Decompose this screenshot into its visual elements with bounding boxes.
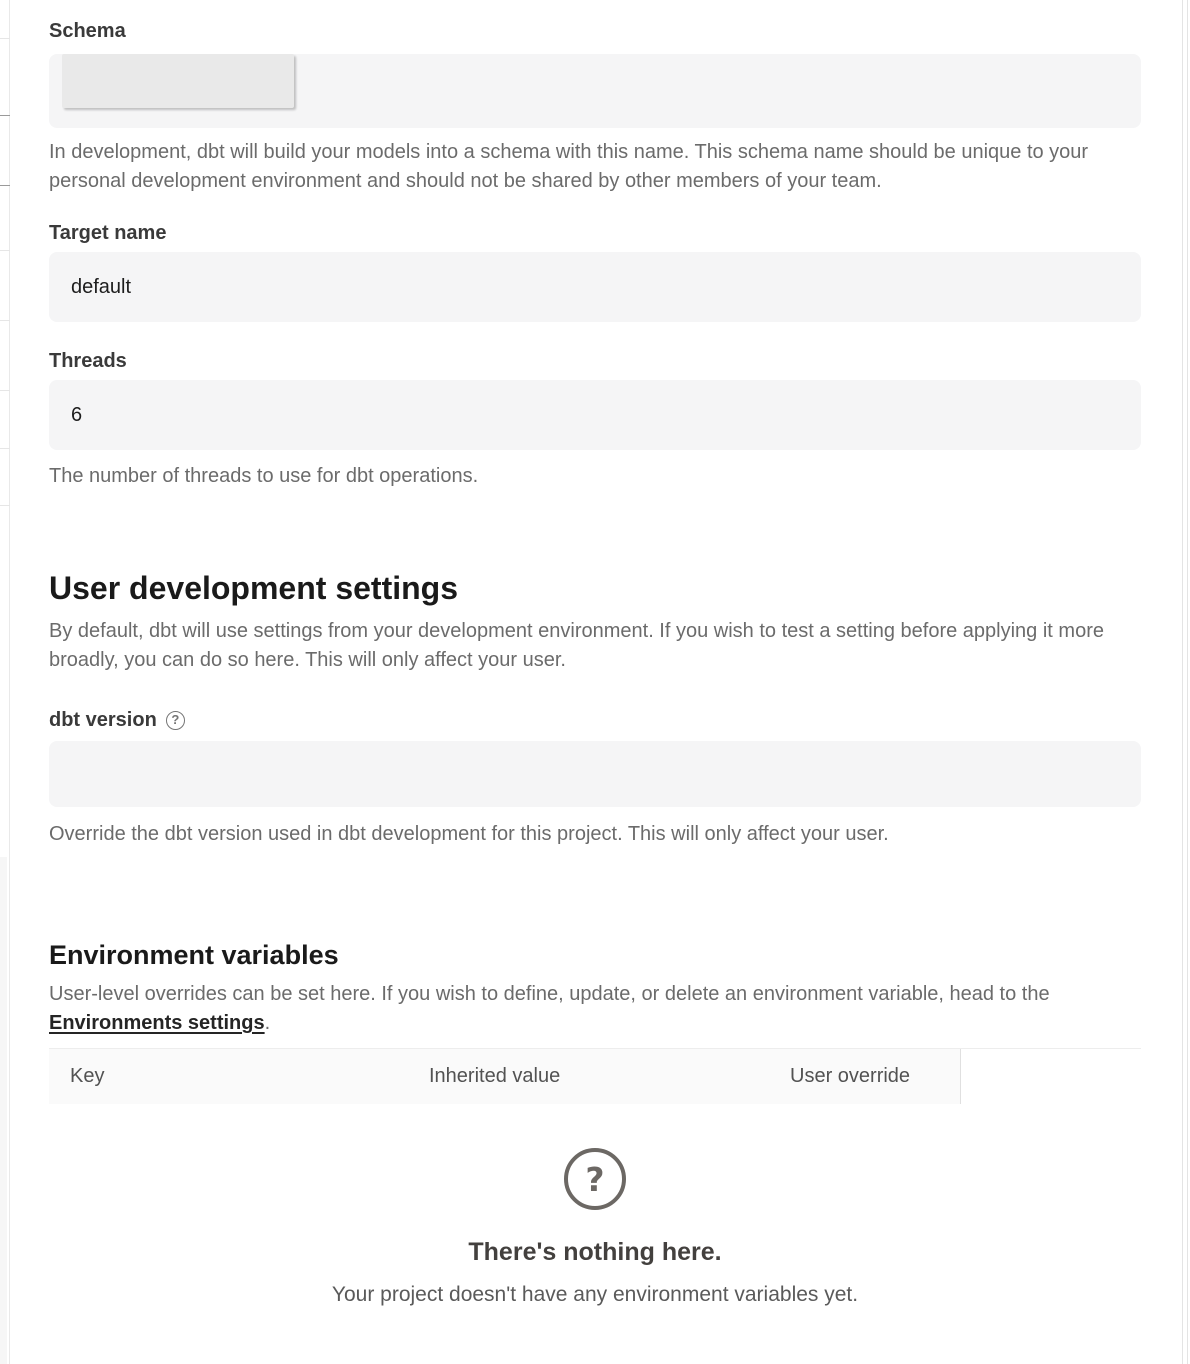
question-circle-icon[interactable]: ?: [166, 711, 185, 730]
column-header-user-override: User override: [790, 1049, 960, 1104]
environment-variables-title: Environment variables: [49, 940, 339, 970]
panel-divider-line: [0, 115, 10, 116]
question-circle-icon: ?: [564, 1148, 626, 1210]
panel-divider-line: [0, 250, 10, 251]
schema-label: Schema: [49, 20, 126, 42]
column-header-key: Key: [49, 1049, 429, 1104]
panel-divider-line: [0, 320, 10, 321]
dbt-version-label-text: dbt version: [49, 709, 157, 731]
threads-label: Threads: [49, 350, 127, 372]
left-panel-edge: [0, 0, 10, 1364]
target-name-label: Target name: [49, 222, 167, 244]
panel-divider-line: [0, 448, 10, 449]
panel-divider-line: [0, 185, 10, 186]
panel-divider-line: [0, 390, 10, 391]
empty-state-title: There's nothing here.: [468, 1238, 722, 1266]
env-description-period: .: [264, 1012, 271, 1034]
threads-help-text: The number of threads to use for dbt operations.: [49, 465, 479, 487]
threads-input[interactable]: [49, 380, 1141, 450]
column-header-inherited-value: Inherited value: [429, 1049, 790, 1104]
user-development-settings-description: By default, dbt will use settings from your development environment. If you wish to test a setting before applying it more broadly, you can do so here. This will only affect your user.: [49, 620, 1104, 671]
environments-settings-link[interactable]: Environments settings: [49, 1012, 265, 1034]
user-development-settings-title: User development settings: [49, 570, 458, 606]
environment-variables-description: [49, 980, 1141, 1038]
settings-form: [49, 0, 1141, 1307]
column-header-actions: [960, 1049, 1141, 1104]
schema-help-text: In development, dbt will build your models into a schema with this name. This schema name should be unique to your personal development environment and should not be shared by other members of your team.: [49, 141, 1089, 192]
env-vars-table-header: [49, 1048, 1141, 1104]
env-vars-empty-state: [49, 1148, 1141, 1307]
panel-divider-line: [0, 505, 10, 506]
empty-state-subtitle: Your project doesn't have any environment variables yet.: [331, 1283, 859, 1306]
dbt-version-input[interactable]: [49, 741, 1141, 807]
panel-fill: [0, 857, 7, 1364]
scrollbar-track[interactable]: [1182, 0, 1188, 1364]
schema-value-redacted: [62, 54, 294, 108]
target-name-input[interactable]: [49, 252, 1141, 322]
schema-input[interactable]: [49, 54, 1141, 128]
dbt-version-help-text: Override the dbt version used in dbt development for this project. This will only affect your user.: [49, 823, 889, 845]
dbt-version-label: [49, 707, 1141, 733]
panel-divider-line: [0, 38, 10, 39]
env-description-text: User-level overrides can be set here. If you wish to define, update, or delete an environment variable, head to the: [49, 983, 1050, 1005]
